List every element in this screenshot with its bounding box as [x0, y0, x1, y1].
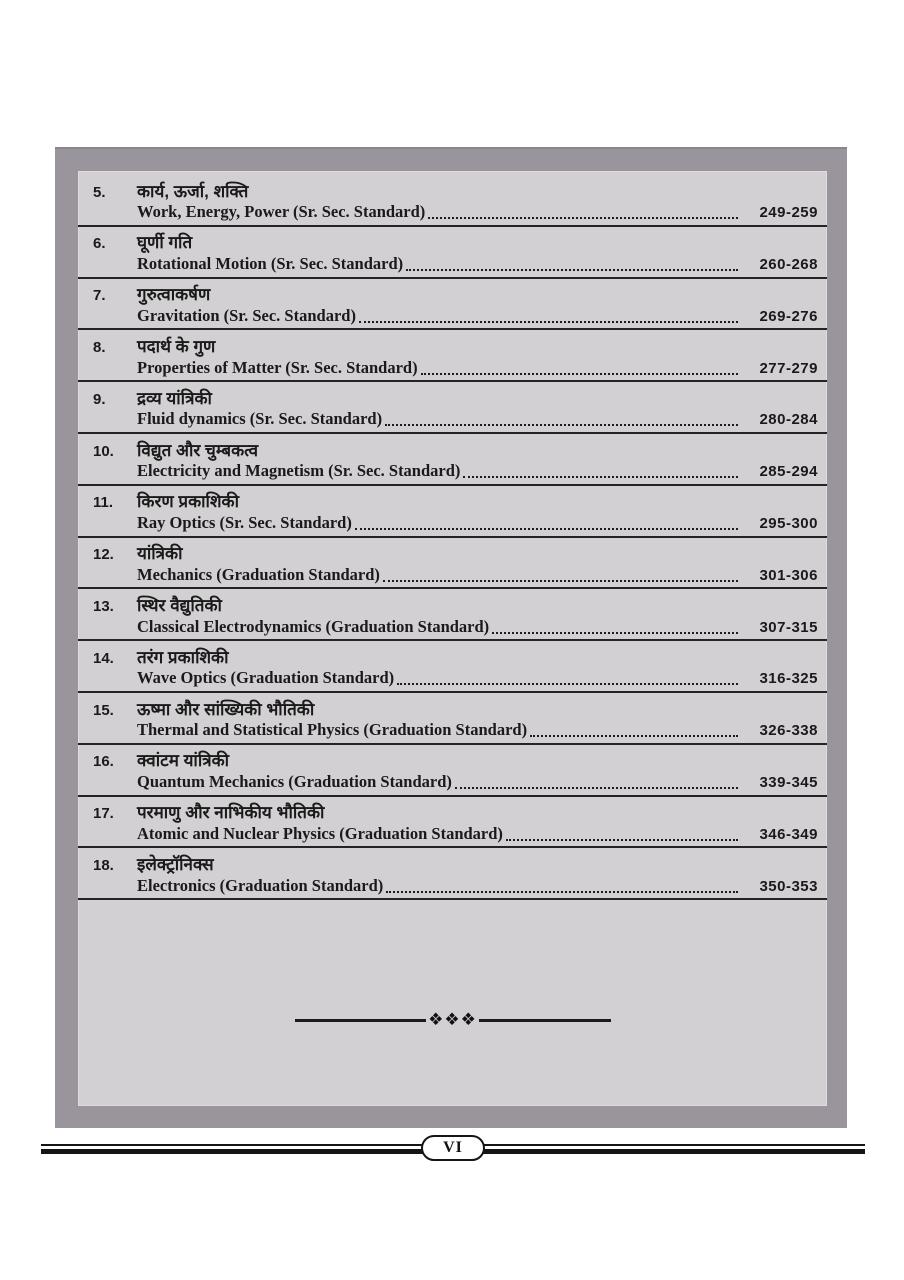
entry-title-hindi: किरण प्रकाशिकी: [137, 492, 239, 512]
entry-title-english: Fluid dynamics (Sr. Sec. Standard): [137, 409, 383, 429]
entry-page-range: 339-345: [759, 773, 818, 791]
entry-page-range: 295-300: [759, 514, 818, 532]
toc-entry-english-line: [93, 772, 818, 794]
entry-number: 15.: [93, 701, 114, 719]
entry-title-hindi: द्रव्य यांत्रिकी: [137, 388, 212, 408]
toc-entry: [78, 227, 827, 279]
section-end-ornament: [295, 1012, 611, 1029]
toc-entry: [78, 279, 827, 331]
ornament-line-right: [479, 1019, 611, 1022]
entry-title-hindi: पदार्थ के गुण: [137, 336, 216, 356]
toc-entry: [78, 797, 827, 849]
dotted-leader: [428, 217, 738, 219]
entry-page-range: 350-353: [759, 877, 818, 895]
entry-title-english: Atomic and Nuclear Physics (Graduation Standard): [137, 823, 503, 843]
dotted-leader: [355, 528, 738, 530]
dotted-leader: [359, 321, 738, 323]
entry-page-range: 346-349: [759, 825, 818, 843]
toc-entry-hindi-line: [93, 593, 818, 616]
entry-page-range: 277-279: [759, 359, 818, 377]
entry-number: 14.: [93, 649, 114, 667]
toc-entry: [78, 486, 827, 538]
entry-title-hindi: क्वांटम यांत्रिकी: [137, 751, 230, 771]
toc-entry-english-line: [93, 409, 818, 431]
toc-entry-english-line: [93, 202, 818, 224]
entry-number: 12.: [93, 546, 114, 564]
page-number-badge: [421, 1135, 485, 1161]
toc-entry-hindi-line: [93, 230, 818, 253]
entry-title-hindi: यांत्रिकी: [137, 544, 183, 564]
dotted-leader: [386, 891, 738, 893]
entry-number: 18.: [93, 856, 114, 874]
entry-title-hindi: विद्युत और चुम्बकत्व: [137, 440, 259, 460]
entry-page-range: 260-268: [759, 255, 818, 273]
dotted-leader: [506, 839, 738, 841]
entry-title-english: Thermal and Statistical Physics (Graduation Standard): [137, 720, 528, 740]
toc-entry-hindi-line: [93, 645, 818, 668]
entry-title-hindi: परमाणु और नाभिकीय भौतिकी: [137, 803, 325, 823]
dotted-leader: [397, 683, 738, 685]
dotted-leader: [463, 476, 738, 478]
toc-panel: [78, 171, 827, 1106]
page-number: VI: [443, 1139, 463, 1156]
toc-entry-hindi-line: [93, 748, 818, 771]
ornament-line-left: [295, 1019, 427, 1022]
diamonds-icon: ❖❖❖: [428, 1010, 477, 1030]
toc-entry-hindi-line: [93, 541, 818, 564]
toc-entry-hindi-line: [93, 386, 818, 409]
entry-page-range: 316-325: [759, 670, 818, 688]
toc-entry: [78, 175, 827, 227]
entry-title-english: Ray Optics (Sr. Sec. Standard): [137, 512, 352, 532]
toc-list: [78, 171, 827, 900]
toc-entry-hindi-line: [93, 852, 818, 875]
entry-title-hindi: घूर्णी गति: [137, 233, 193, 253]
entry-title-english: Electronics (Graduation Standard): [137, 875, 384, 895]
entry-number: 6.: [93, 235, 106, 253]
page-footer: [0, 1130, 904, 1170]
toc-entry-hindi-line: [93, 800, 818, 823]
entry-title-hindi: कार्य, ऊर्जा, शक्ति: [137, 181, 249, 201]
entry-number: 5.: [93, 183, 106, 201]
toc-entry-english-line: [93, 720, 818, 742]
dotted-leader: [406, 269, 738, 271]
entry-number: 11.: [93, 494, 114, 512]
toc-entry-english-line: [93, 617, 818, 639]
toc-entry-hindi-line: [93, 438, 818, 461]
entry-page-range: 326-338: [759, 722, 818, 740]
entry-number: 16.: [93, 753, 114, 771]
toc-entry-english-line: [93, 876, 818, 898]
toc-entry: [78, 538, 827, 590]
toc-entry-hindi-line: [93, 334, 818, 357]
toc-entry-english-line: [93, 565, 818, 587]
toc-entry: [78, 641, 827, 693]
entry-page-range: 285-294: [759, 463, 818, 481]
dotted-leader: [385, 424, 738, 426]
entry-title-english: Quantum Mechanics (Graduation Standard): [137, 771, 452, 791]
entry-title-english: Classical Electrodynamics (Graduation Standard): [137, 616, 490, 636]
toc-entry-english-line: [93, 461, 818, 483]
toc-entry: [78, 693, 827, 745]
entry-title-english: Work, Energy, Power (Sr. Sec. Standard): [137, 202, 426, 222]
toc-entry: [78, 330, 827, 382]
dotted-leader: [383, 580, 738, 582]
toc-entry: [78, 382, 827, 434]
entry-number: 17.: [93, 805, 114, 823]
entry-title-hindi: ऊष्मा और सांख्यिकी भौतिकी: [137, 699, 315, 719]
entry-number: 8.: [93, 338, 106, 356]
entry-title-english: Rotational Motion (Sr. Sec. Standard): [137, 253, 404, 273]
dotted-leader: [530, 735, 738, 737]
toc-entry-hindi-line: [93, 179, 818, 202]
entry-title-hindi: तरंग प्रकाशिकी: [137, 647, 229, 667]
toc-entry-english-line: [93, 668, 818, 690]
toc-entry-english-line: [93, 824, 818, 846]
toc-entry-english-line: [93, 254, 818, 276]
toc-entry: [78, 434, 827, 486]
dotted-leader: [455, 787, 738, 789]
toc-entry-hindi-line: [93, 282, 818, 305]
entry-title-hindi: स्थिर वैद्युतिकी: [137, 595, 222, 615]
entry-title-hindi: इलेक्ट्रॉनिक्स: [137, 854, 214, 874]
entry-title-english: Electricity and Magnetism (Sr. Sec. Standard): [137, 461, 461, 481]
toc-entry-hindi-line: [93, 489, 818, 512]
entry-title-english: Gravitation (Sr. Sec. Standard): [137, 305, 356, 325]
toc-entry: [78, 589, 827, 641]
entry-title-english: Wave Optics (Graduation Standard): [137, 668, 395, 688]
toc-frame: [55, 147, 847, 1128]
toc-entry-hindi-line: [93, 697, 818, 720]
entry-title-hindi: गुरुत्वाकर्षण: [137, 285, 211, 305]
entry-page-range: 301-306: [759, 566, 818, 584]
entry-number: 9.: [93, 390, 106, 408]
toc-entry: [78, 745, 827, 797]
entry-number: 10.: [93, 442, 114, 460]
entry-page-range: 269-276: [759, 307, 818, 325]
entry-page-range: 249-259: [759, 204, 818, 222]
dotted-leader: [421, 373, 738, 375]
entry-title-english: Properties of Matter (Sr. Sec. Standard): [137, 357, 418, 377]
entry-title-english: Mechanics (Graduation Standard): [137, 564, 380, 584]
toc-entry-english-line: [93, 513, 818, 535]
toc-entry: [78, 848, 827, 900]
dotted-leader: [492, 632, 738, 634]
entry-page-range: 280-284: [759, 411, 818, 429]
toc-entry-english-line: [93, 358, 818, 380]
toc-entry-english-line: [93, 306, 818, 328]
entry-page-range: 307-315: [759, 618, 818, 636]
entry-number: 7.: [93, 287, 106, 305]
entry-number: 13.: [93, 597, 114, 615]
